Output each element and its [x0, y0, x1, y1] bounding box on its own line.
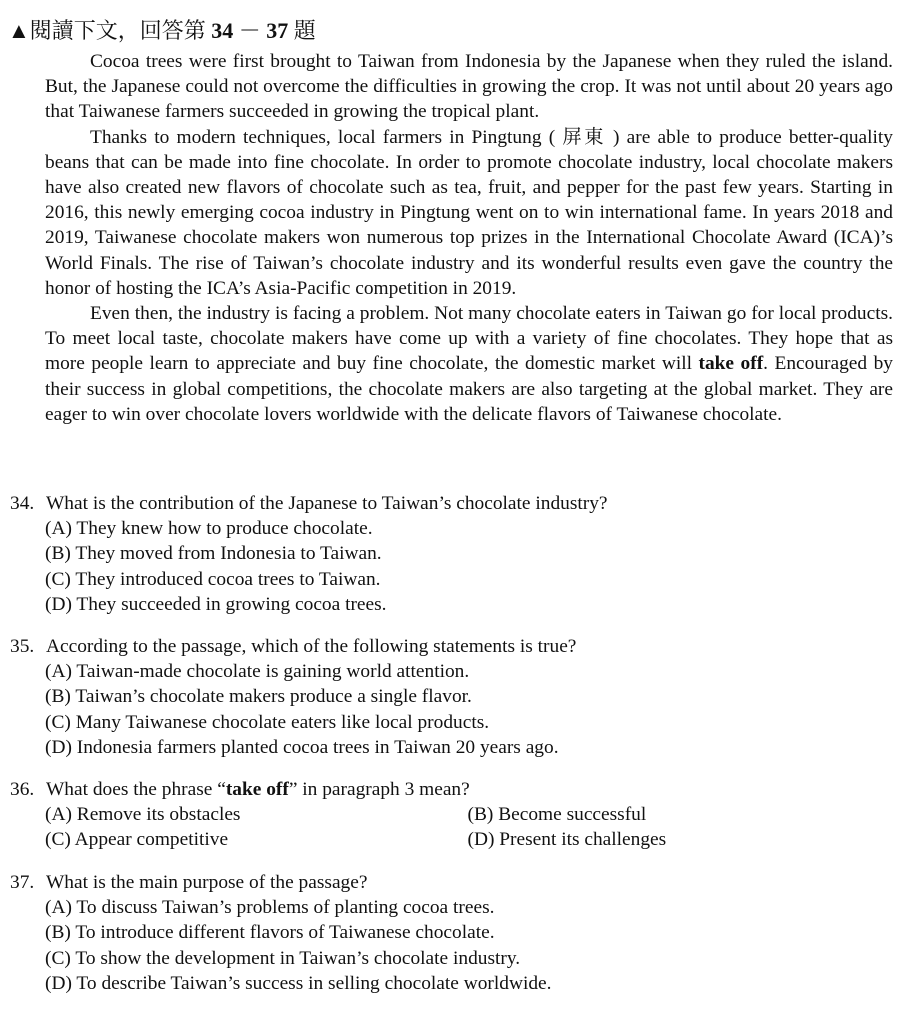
- option-d[interactable]: (D) Indonesia farmers planted cocoa trees in Taiwan 20 years ago.: [45, 736, 559, 758]
- option-d[interactable]: (D) They succeeded in growing cocoa trees.: [45, 593, 387, 615]
- question-number: 36.: [10, 779, 35, 800]
- paragraph-3: [45, 301, 893, 427]
- paragraph-1: Cocoa trees were first brought to Taiwan from Indonesia by the Japanese when they ruled the island. But, the Japanese could not overcome the difficulties in growing the crop. It was not until about 20 years ago that Taiwanese farmers succeeded in growing the tropical plant.: [45, 51, 893, 123]
- option-a[interactable]: (A) They knew how to produce chocolate.: [45, 518, 373, 540]
- question-text-a: What does the phrase “: [46, 779, 226, 800]
- option-c[interactable]: (C) They introduced cocoa trees to Taiwan.: [45, 568, 381, 590]
- paragraph-3-text-a: Even then, the industry is facing a problem. Not many chocolate eaters in Taiwan go for local products. To meet local taste, chocolate makers have come up with a variety of fine chocolates. They hope that as more people learn to appreciate and buy fine chocolate, the domestic market will: [45, 303, 893, 375]
- question-34: [10, 491, 890, 617]
- question-stem: [10, 870, 890, 895]
- question-stem: [10, 777, 890, 802]
- option-d[interactable]: (D) Present its challenges: [467, 829, 667, 851]
- option-a[interactable]: (A) Remove its obstacles: [45, 804, 241, 826]
- option-a[interactable]: (A) Taiwan-made chocolate is gaining world attention.: [45, 661, 470, 683]
- header-suffix: 題: [288, 18, 316, 43]
- option-row: [45, 827, 890, 852]
- option-a[interactable]: (A) To discuss Taiwan’s problems of planting cocoa trees.: [45, 897, 495, 919]
- option-grid: [45, 802, 890, 852]
- question-number: 34.: [10, 493, 35, 514]
- paragraph-3-text-b: . Encouraged by their success in global competitions, the chocolate makers are also targeting at the global market. They are eager to win over chocolate lovers worldwide with the delicate flavors of Taiwanese chocolate.: [45, 353, 893, 425]
- paragraph-2: Thanks to modern techniques, local farmers in Pingtung ( 屏東 ) are able to produce better-quality beans that can be made into fine chocolate. In order to promote chocolate industry, local chocolate makers have also created new flavors of chocolate such as tea, fruit, and pepper for the past few years. Starting in 2016, this newly emerging cocoa industry in Pingtung went on to win international fame. In years 2018 and 2019, Taiwanese chocolate makers won numerous top prizes in the International Chocolate Award (ICA)’s World Finals. The rise of Taiwan’s chocolate industry and its wonderful results even gave the country the honor of hosting the ICA’s Asia-Pacific competition in 2019.: [45, 126, 893, 299]
- question-36: [10, 777, 890, 853]
- option-b[interactable]: (B) To introduce different flavors of Taiwanese chocolate.: [45, 922, 495, 944]
- option-list: [45, 516, 890, 617]
- header-start-number: 34: [211, 18, 234, 43]
- option-list: [45, 659, 890, 760]
- header-prefix: ▲閱讀下文，回答第: [8, 18, 212, 43]
- question-text: According to the passage, which of the following statements is true?: [46, 636, 577, 657]
- question-text-b: ” in paragraph 3 mean?: [288, 779, 470, 800]
- question-37: [10, 870, 890, 996]
- question-text: What is the main purpose of the passage?: [46, 872, 368, 893]
- section-header: [8, 16, 316, 46]
- option-list: [45, 895, 890, 996]
- reading-passage: [45, 49, 893, 427]
- header-end-number: 37: [266, 18, 289, 43]
- option-row: [45, 802, 890, 827]
- question-35: [10, 634, 890, 760]
- option-c[interactable]: (C) Appear competitive: [45, 829, 229, 851]
- question-bold-phrase: take off: [225, 779, 289, 800]
- header-dash: －: [233, 18, 267, 43]
- question-text: What is the contribution of the Japanese to Taiwan’s chocolate industry?: [46, 493, 608, 514]
- option-c[interactable]: (C) Many Taiwanese chocolate eaters like local products.: [45, 711, 490, 733]
- question-stem: [10, 491, 890, 516]
- option-b[interactable]: (B) Taiwan’s chocolate makers produce a single flavor.: [45, 686, 472, 708]
- paragraph-3-bold-phrase: take off: [698, 353, 764, 375]
- option-d[interactable]: (D) To describe Taiwan’s success in selling chocolate worldwide.: [45, 972, 552, 994]
- question-stem: [10, 634, 890, 659]
- question-number: 37.: [10, 872, 35, 893]
- option-c[interactable]: (C) To show the development in Taiwan’s chocolate industry.: [45, 947, 521, 969]
- option-b[interactable]: (B) They moved from Indonesia to Taiwan.: [45, 543, 382, 565]
- option-b[interactable]: (B) Become successful: [467, 804, 647, 826]
- question-number: 35.: [10, 636, 35, 657]
